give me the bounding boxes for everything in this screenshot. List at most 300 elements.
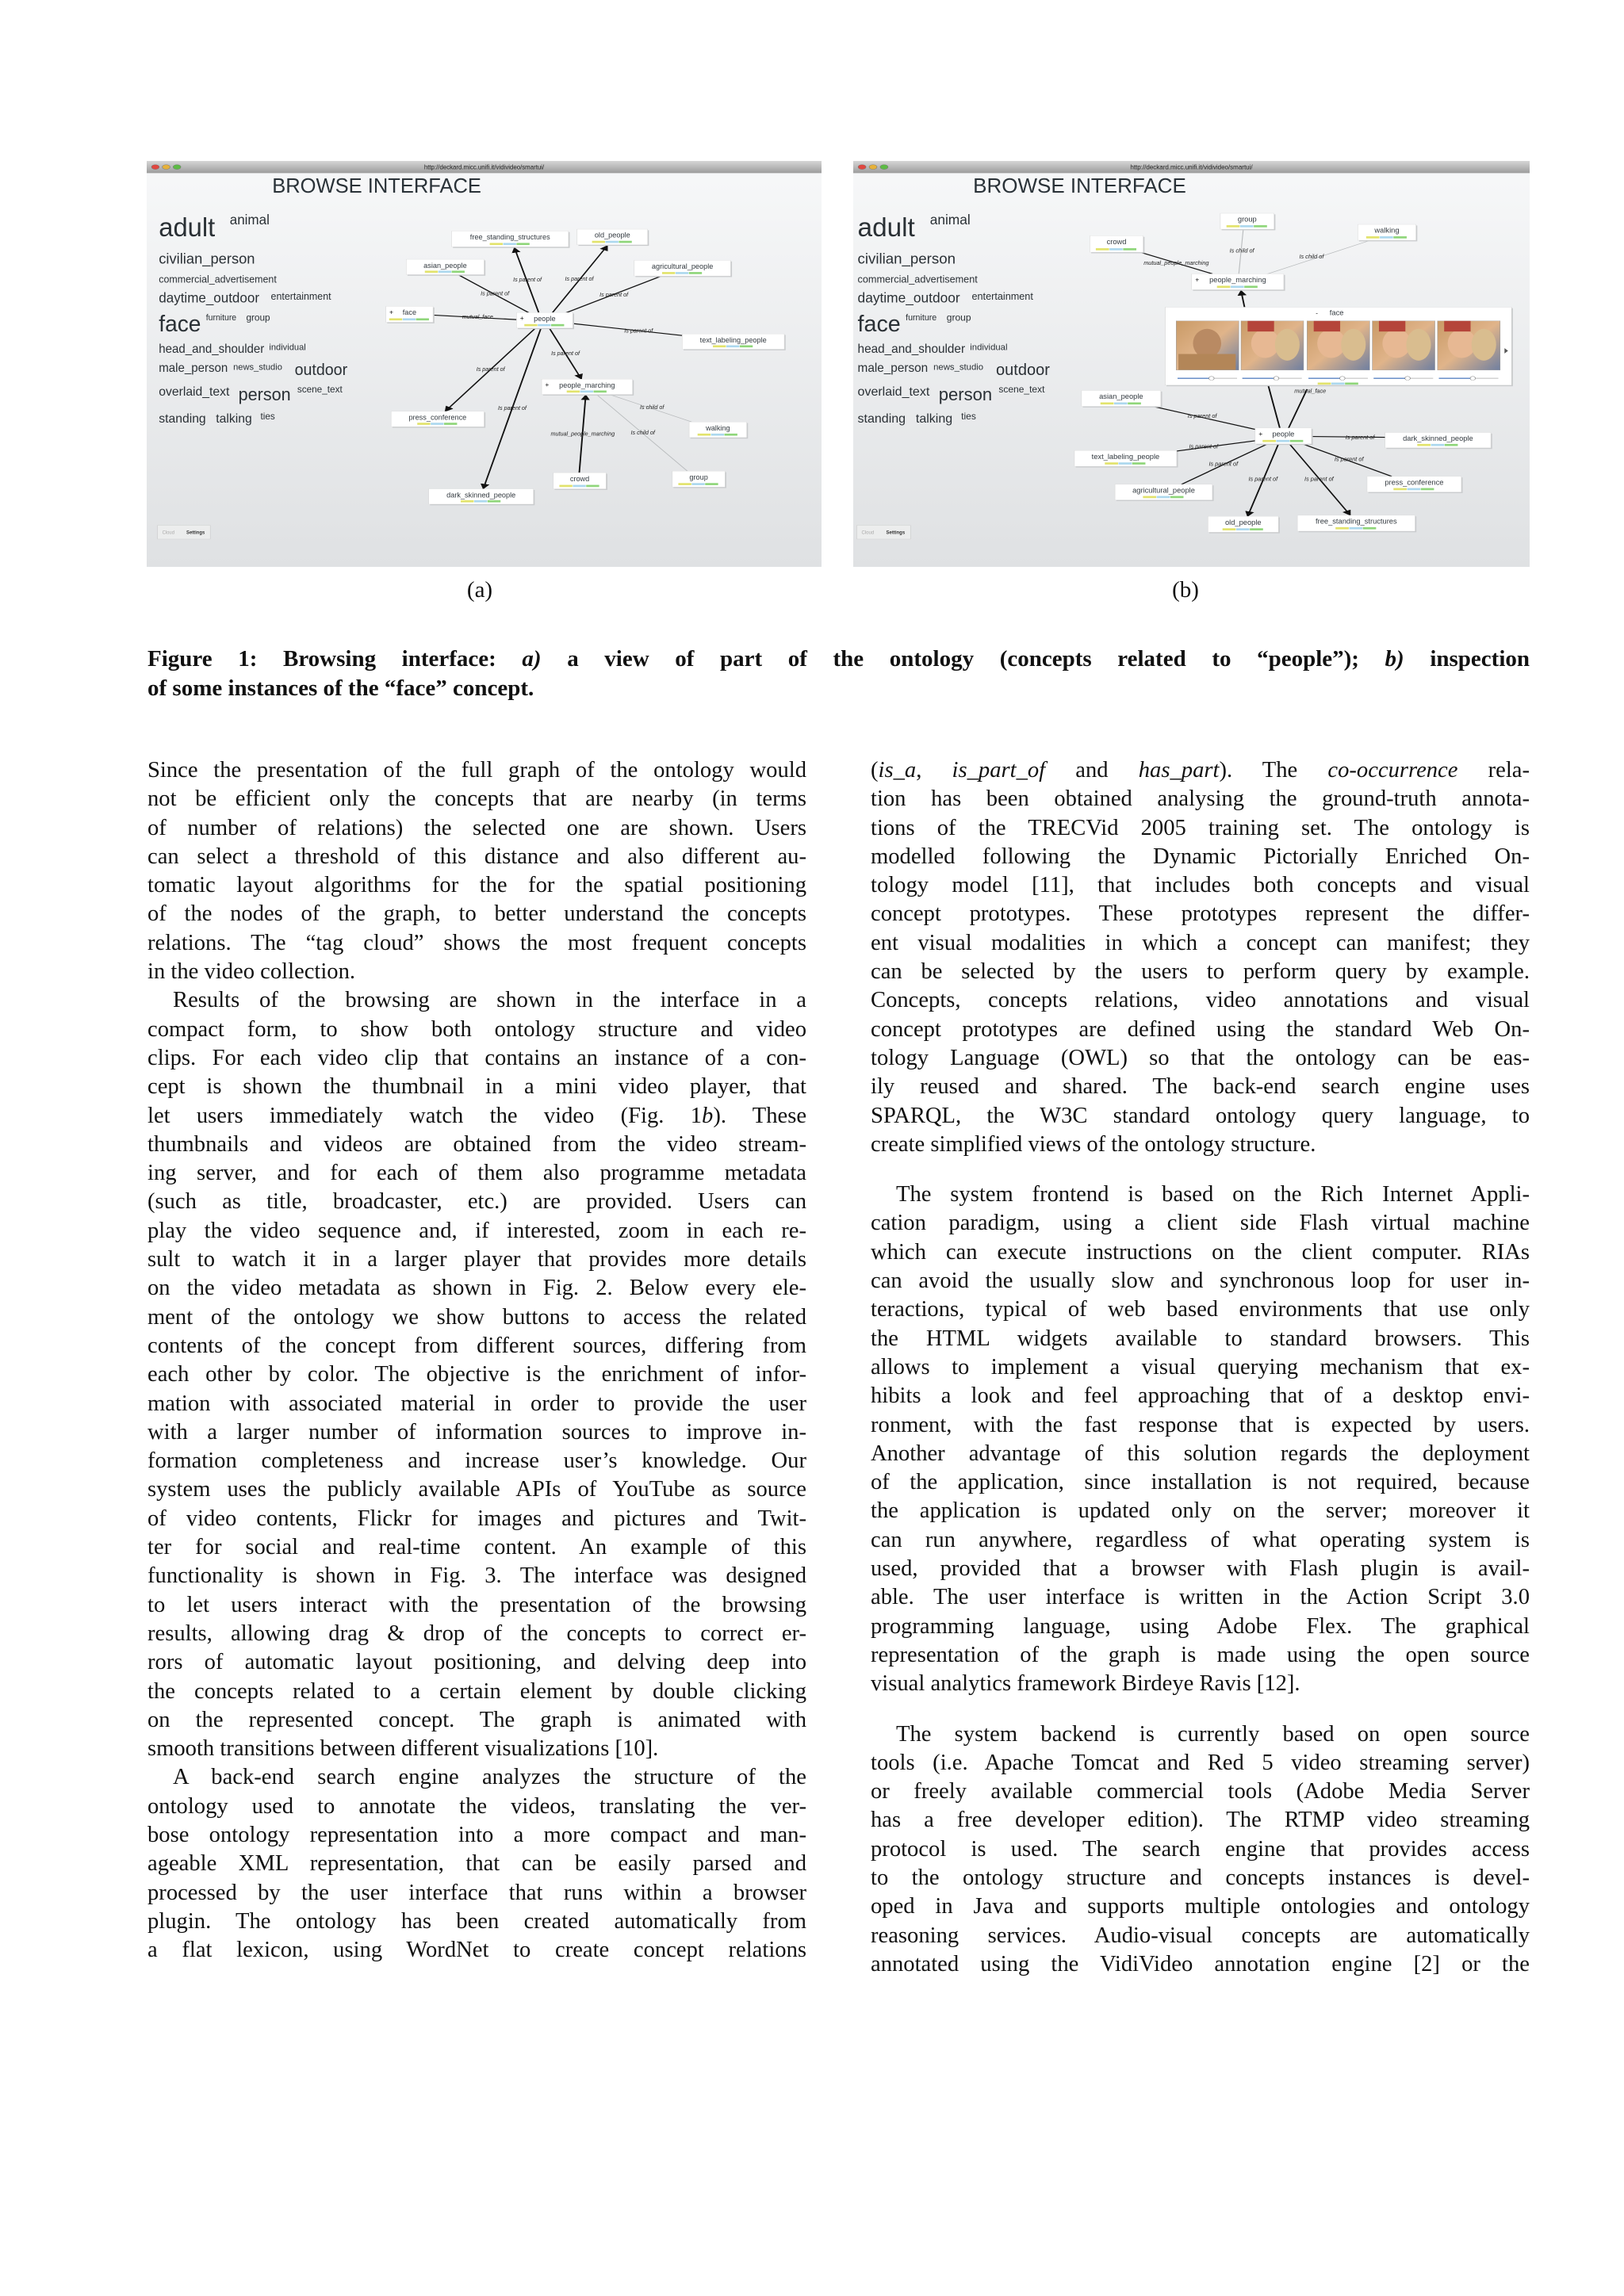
text-line [147,1648,806,1677]
tag-cloud-item[interactable]: standing [857,412,906,427]
flickr-source-button[interactable] [676,272,688,274]
tag-cloud-item[interactable]: individual [269,342,306,353]
tag-cloud-item[interactable]: scene_text [297,383,343,395]
concept-node-agricultural-people[interactable] [1115,484,1213,501]
text-line [147,1303,806,1332]
text-line [147,1908,806,1936]
flickr-source-button[interactable] [1240,225,1254,228]
page-title: BROWSE INTERFACE [272,174,481,198]
tag-cloud-item[interactable]: adult [159,212,216,243]
tag-cloud-item[interactable]: animal [229,211,270,228]
youtube-source-button[interactable] [1105,462,1118,465]
text-line [871,1267,1530,1295]
text-run: relations. The “tag cloud” shows the most frequent concepts [147,930,806,955]
text-line [871,814,1530,843]
twitter-source-button[interactable] [689,272,702,274]
flickr-source-button[interactable] [1349,527,1362,530]
text-run: , [916,758,952,783]
twitter-source-button[interactable] [705,483,718,485]
text-run: SPARQL, the W3C standard ontology query language, to [871,1103,1530,1128]
youtube-source-button[interactable] [1366,236,1380,239]
tag-cloud-item[interactable]: male_person [159,362,228,376]
text-run: visual analytics framework Birdeye Ravis [12]. [871,1671,1300,1697]
flickr-source-button[interactable] [1114,403,1128,405]
youtube-source-button[interactable] [592,241,605,243]
concept-node-text-labeling-people[interactable] [682,334,785,350]
flickr-source-button[interactable] [711,434,724,436]
tag-cloud-item[interactable]: civilian_person [857,250,956,267]
text-line [147,1793,806,1821]
text-run: tomatic layout algorithms for the for the spatial positioning [147,873,806,898]
text-line [147,843,806,871]
youtube-source-button[interactable] [389,318,402,320]
text-run: tion has been obtained analysing the ground-truth annota- [871,786,1530,812]
caption-emphasis: b) [1385,646,1404,672]
text-run: tools (i.e. Apache Tomcat and Red 5 video streaming server) [871,1750,1530,1775]
youtube-source-button[interactable] [1417,444,1431,446]
flickr-source-button[interactable] [606,241,619,243]
flickr-source-button[interactable] [1231,285,1244,288]
video-thumbnail[interactable] [1307,321,1369,370]
youtube-source-button[interactable] [1227,225,1240,228]
text-run: the application is updated only on the server; moreover it [871,1498,1530,1524]
twitter-source-button[interactable] [452,270,465,273]
flickr-source-button[interactable] [1380,236,1393,239]
video-thumbnail[interactable] [1373,321,1435,370]
tag-cloud-item[interactable]: animal [929,212,971,228]
concept-node-asian-people[interactable] [406,259,485,276]
italic-term: has_part [1138,758,1220,783]
twitter-source-button[interactable] [1170,496,1184,499]
zoom-window-button[interactable] [880,165,888,170]
text-line [147,1274,806,1303]
text-run: a flat lexicon, using WordNet to create concept relations [147,1938,806,1963]
twitter-source-button[interactable] [1244,285,1258,288]
text-run: ent visual modalities in which a concept can manifest; they [871,930,1530,955]
concept-node-press-conference[interactable] [1367,476,1463,493]
expand-node-icon[interactable]: + [1258,429,1263,438]
text-line [147,1073,806,1101]
flickr-source-button[interactable] [1276,440,1289,442]
tag-cloud-item[interactable]: commercial_advertisement [159,274,277,285]
text-run: of the nodes of the graph, to better understand the concepts [147,901,806,927]
concept-node-people[interactable] [516,312,574,329]
text-run: clips. For each video clip that contains an instance of a con- [147,1045,806,1070]
twitter-source-button[interactable] [1128,403,1141,405]
browser-url[interactable]: http://deckard.micc.unifi.it/vidivideo/smartui/ [1130,163,1253,171]
text-line [871,1131,1530,1159]
concept-node-text-labeling-people[interactable] [1074,450,1178,467]
flickr-source-button[interactable] [726,345,739,347]
text-run: let users immediately watch the video (Fig. 1 [147,1103,703,1128]
youtube-source-button[interactable] [1217,285,1231,288]
tag-cloud-item[interactable]: person [238,384,291,404]
tag-cloud-item[interactable]: male_person [857,362,929,376]
paragraph [871,1181,1530,1698]
tag-cloud-item[interactable]: person [938,384,993,404]
tag-cloud-item[interactable]: outdoor [294,362,348,380]
paragraph [871,1720,1530,1980]
twitter-source-button[interactable] [1393,236,1407,239]
twitter-source-button[interactable] [551,324,564,327]
text-run: bose ontology representation into a more compact and man- [147,1822,806,1847]
youtube-source-button[interactable] [1096,248,1109,251]
concept-node-free-standing-structures[interactable] [1297,515,1416,532]
twitter-source-button[interactable] [444,423,457,425]
text-run: ter for social and real-time content. An example of this [147,1535,806,1560]
expand-node-icon[interactable]: + [545,381,550,389]
settings-button[interactable]: Settings [886,530,906,536]
figure-sublabel-a: (a) [466,577,493,603]
expand-node-icon[interactable]: + [389,308,394,316]
youtube-source-button[interactable] [461,500,473,503]
twitter-source-button[interactable] [1421,488,1434,491]
tag-cloud-item[interactable]: scene_text [998,383,1045,395]
text-line [147,1360,806,1389]
text-run: each other by color. The objective is the enrichment of infor- [147,1362,806,1387]
flickr-source-button[interactable] [1119,462,1132,465]
twitter-source-button[interactable] [594,391,607,393]
youtube-source-button[interactable] [662,272,675,274]
paragraph [147,986,806,1763]
text-line [147,1850,806,1878]
concept-node-label: walking [1374,226,1400,235]
close-window-button[interactable] [858,165,866,170]
tag-cloud-item[interactable]: group [246,312,270,323]
flickr-source-button[interactable] [1236,528,1250,530]
text-line [871,1382,1530,1410]
text-line [147,1102,806,1131]
tag-cloud-item[interactable]: furniture [906,312,937,323]
text-run: play the video sequence and, if interested, zoom in each re- [147,1218,806,1243]
flickr-source-button[interactable] [573,485,585,488]
text-run: or freely available commercial tools (Adobe Media Server [871,1779,1530,1804]
flickr-source-button[interactable] [538,324,550,327]
text-line [147,1706,806,1735]
flickr-source-button[interactable] [691,483,704,485]
text-line [871,1440,1530,1468]
tag-cloud-item[interactable]: head_and_shoulder [857,342,966,356]
text-line [871,1181,1530,1209]
collapse-node-icon[interactable]: - [1316,309,1318,317]
youtube-source-button[interactable] [1223,528,1236,530]
tag-cloud-item[interactable]: ties [961,411,976,423]
text-run: ronment, with the fast response that is expected by users. [871,1412,1530,1437]
tag-cloud-item[interactable]: overlaid_text [159,385,230,400]
youtube-source-button[interactable] [524,324,537,327]
concept-node-label: text_labeling_people [699,335,767,344]
relation-label: Is parent of [1248,475,1278,483]
flickr-source-button[interactable] [439,270,451,273]
text-line [871,929,1530,958]
tag-cloud-item[interactable]: daytime_outdoor [857,289,960,306]
twitter-source-button[interactable] [1254,225,1267,228]
tag-cloud-item[interactable]: face [159,311,201,338]
text-line [871,1749,1530,1777]
twitter-source-button[interactable] [1363,527,1377,530]
concept-node-old-people[interactable] [1208,516,1280,533]
text-line [871,1641,1530,1670]
expand-node-icon[interactable]: + [519,314,524,323]
twitter-source-button[interactable] [488,500,500,503]
twitter-source-button[interactable] [1123,248,1136,251]
concept-node-label: people [1272,430,1295,438]
youtube-source-button[interactable] [713,345,726,347]
twitter-source-button[interactable] [1445,444,1458,446]
tag-cloud-item[interactable]: talking [915,412,953,427]
youtube-source-button[interactable] [1318,383,1331,385]
relation-label: mutual_people_marching [550,430,615,438]
text-run: plugin. The ontology has been created automatically from [147,1908,806,1934]
relation-label: Is parent of [624,327,653,335]
flickr-source-button[interactable] [504,243,516,245]
text-run: concept prototypes are defined using the standard Web On- [871,1016,1530,1042]
text-run: sult to watch it in a larger player that provides more details [147,1247,806,1272]
text-line [871,1209,1530,1238]
figure-1a [147,161,822,567]
concept-node-dark-skinned-people[interactable] [429,489,535,506]
text-run: of number of relations) the selected one are shown. Users [147,815,806,840]
tag-cloud-item[interactable]: face [857,312,901,338]
text-run: (such as title, broadcaster, etc.) are provided. Users can [147,1189,806,1215]
concept-node-label: dark_skinned_people [1403,434,1473,443]
concept-node-label: face [402,308,417,317]
text-run: with a larger number of information sources to improve in- [147,1419,806,1445]
tag-cloud-item[interactable]: entertainment [971,291,1033,303]
youtube-source-button[interactable] [1143,496,1156,499]
tag-cloud-item[interactable]: group [946,312,971,323]
browser-url[interactable]: http://deckard.micc.unifi.it/vidivideo/smartui/ [423,163,545,171]
text-run: representation of the graph is made using the open source [871,1642,1530,1667]
relation-label: Is parent of [1208,460,1239,468]
relation-label: Is child of [639,404,665,411]
text-line [871,1670,1530,1698]
concept-node-dark-skinned-people[interactable] [1385,433,1492,450]
text-line [147,958,806,986]
text-line [871,1950,1530,1979]
tag-cloud-item[interactable]: standing [159,412,206,427]
tag-cloud-item[interactable]: furniture [205,312,237,323]
text-run: processed by the user interface that runs within a browser [147,1880,806,1905]
paragraph-gap [871,1699,1530,1720]
flickr-source-button[interactable] [1431,444,1445,446]
youtube-source-button[interactable] [490,243,503,245]
text-run: which can execute instructions on the client computer. RIAs [871,1239,1530,1265]
text-run: cation paradigm, using a client side Flash virtual machine [871,1211,1530,1236]
text-run: can select a threshold of this distance and also different au- [147,844,806,869]
text-line [147,1390,806,1418]
text-line [147,1188,806,1216]
text-run: not be efficient only the concepts that are nearby (in terms [147,786,806,812]
relation-label: Is parent of [476,365,505,373]
relation-label: Is parent of [1187,412,1217,420]
zoom-window-button[interactable] [173,165,181,170]
text-run: can be selected by the users to perform query by example. [871,959,1530,985]
tag-cloud-item[interactable]: individual [970,342,1008,353]
tag-cloud-item[interactable]: commercial_advertisement [857,274,978,285]
concept-node-label: crowd [1106,238,1127,247]
concept-node-people[interactable] [1255,428,1313,445]
concept-panel-label: face [1329,308,1344,317]
tag-cloud-item[interactable]: news_studio [233,362,282,373]
twitter-source-button[interactable] [1132,462,1146,465]
text-line [147,929,806,958]
concept-node-label: people_marching [559,381,615,389]
text-line [871,1613,1530,1641]
close-window-button[interactable] [151,165,159,170]
video-thumbnail[interactable] [1176,321,1239,370]
tag-cloud-item[interactable]: news_studio [933,362,984,373]
text-line [871,1016,1530,1044]
concept-node-walking[interactable] [1358,224,1417,241]
youtube-source-button[interactable] [567,391,580,393]
cloud-button[interactable]: Cloud [861,530,875,536]
text-line [147,1131,806,1159]
concept-node-label: group [1237,215,1257,224]
twitter-source-button[interactable] [740,345,753,347]
concept-node-crowd[interactable] [1090,235,1144,253]
video-thumbnail[interactable] [1241,321,1304,370]
flickr-source-button[interactable] [1157,496,1170,499]
video-thumbnail[interactable] [1438,321,1500,370]
concept-node-label: old_people [1224,518,1262,526]
flickr-source-button[interactable] [403,318,416,320]
relation-label: Is parent of [1334,455,1364,463]
text-line [147,1936,806,1965]
figure-caption [147,645,1530,703]
paragraph-gap [871,1159,1530,1181]
youtube-source-button[interactable] [1393,488,1407,491]
text-run: can run anywhere, regardless of what operating system is [871,1527,1530,1552]
text-run: the HTML widgets available to standard browsers. This [871,1326,1530,1351]
text-run: tology Language (OWL) so that the ontology can be eas- [871,1045,1530,1070]
caption-text: of some instances of the “face” concept. [147,675,534,701]
twitter-source-button[interactable] [516,243,529,245]
flickr-source-button[interactable] [1408,488,1421,491]
text-run: thumbnails and videos are obtained from the video stream- [147,1131,806,1157]
twitter-source-button[interactable] [586,485,599,488]
figure-1b [853,161,1530,567]
flickr-source-button[interactable] [1109,248,1123,251]
text-run: on the video metadata as shown in Fig. 2. Below every ele- [147,1276,806,1301]
text-run: of video contents, Flickr for images and pictures and Twit- [147,1506,806,1531]
twitter-source-button[interactable] [1250,528,1263,530]
youtube-source-button[interactable] [559,485,572,488]
text-run: reasoning services. Audio-visual concepts are automatically [871,1923,1530,1948]
concept-node-group[interactable] [672,471,726,488]
expand-node-icon[interactable]: + [1195,275,1200,284]
twitter-source-button[interactable] [619,241,631,243]
twitter-source-button[interactable] [1345,383,1358,385]
minimize-window-button[interactable] [163,165,170,170]
concept-node-group[interactable] [1220,213,1275,230]
text-line [871,1583,1530,1612]
text-line [147,1821,806,1850]
text-line [147,1562,806,1590]
relation-label: Is parent of [497,404,527,412]
text-run: smooth transitions between different visualizations [10]. [147,1736,659,1762]
text-run: cept is shown the thumbnail in a mini video player, that [147,1074,806,1100]
text-run: rors of automatic layout positioning, and delving deep into [147,1650,806,1675]
youtube-source-button[interactable] [678,483,691,485]
concept-node-agricultural-people[interactable] [634,260,732,277]
view-toggle [158,526,211,539]
cloud-button[interactable]: Cloud [162,530,174,536]
relation-label: mutual_people_marching [1143,258,1209,266]
concept-node-free-standing-structures[interactable] [452,231,570,247]
text-line [871,958,1530,986]
text-line [871,1468,1530,1497]
tag-cloud-item[interactable]: overlaid_text [857,385,930,400]
text-run: Concepts, concepts relations, video annotations and visual [871,988,1530,1013]
tag-cloud-item[interactable]: adult [857,213,915,243]
relation-label: Is parent of [599,290,629,298]
youtube-source-button[interactable] [1262,440,1276,442]
paragraph [871,756,1530,1159]
text-line [871,1102,1530,1131]
concept-node-label: free_standing_structures [469,232,550,242]
concept-node-label: agricultural_people [1132,486,1195,495]
text-line [147,1418,806,1447]
concept-node-press-conference[interactable] [391,411,485,428]
concept-node-old-people[interactable] [577,229,649,246]
concept-node-crowd[interactable] [553,473,607,490]
text-run: ontology used to annotate the videos, translating the ver- [147,1793,806,1819]
concept-node-face[interactable] [386,306,435,323]
text-line [871,1922,1530,1950]
concept-node-walking[interactable] [689,422,748,438]
settings-button[interactable]: Settings [186,530,205,536]
text-line [871,1295,1530,1324]
figure-sublabel-b: (b) [1172,577,1199,603]
concept-node-people-marching[interactable] [542,379,634,396]
tag-cloud-item[interactable]: head_and_shoulder [159,342,265,356]
text-run: compact form, to show both ontology structure and video [147,1016,806,1042]
concept-node-people-marching[interactable] [1192,274,1285,290]
text-line [871,1526,1530,1555]
youtube-source-button[interactable] [425,270,438,273]
tag-cloud-item[interactable]: ties [260,411,275,423]
flickr-source-button[interactable] [1331,383,1345,385]
twitter-source-button[interactable] [1290,440,1304,442]
text-run: contents of the concept from different sources, differing from [147,1333,806,1358]
tag-cloud-item[interactable]: entertainment [270,291,331,303]
relation-label: mutual_face [462,313,493,321]
italic-term: is_part_of [952,758,1046,783]
flickr-source-button[interactable] [474,500,487,503]
youtube-source-button[interactable] [698,434,710,436]
tag-cloud-item[interactable]: daytime_outdoor [159,289,259,306]
youtube-source-button[interactable] [1101,403,1114,405]
text-run: rela- [1457,758,1530,783]
twitter-source-button[interactable] [725,434,737,436]
flickr-source-button[interactable] [431,423,443,425]
twitter-source-button[interactable] [416,318,429,320]
minimize-window-button[interactable] [869,165,877,170]
tag-cloud-item[interactable]: outdoor [996,362,1050,380]
tag-cloud-item[interactable]: civilian_person [159,250,255,267]
text-run: ( [871,758,879,783]
relation-label: Is parent of [513,275,542,283]
concept-node-asian-people[interactable] [1082,391,1162,408]
youtube-source-button[interactable] [1335,527,1349,530]
text-line [871,900,1530,928]
concept-node-label: crowd [569,474,590,483]
flickr-source-button[interactable] [580,391,593,393]
youtube-source-button[interactable] [417,423,430,425]
browse-interface-screenshot-a [147,161,822,567]
tag-cloud-item[interactable]: talking [216,412,252,427]
